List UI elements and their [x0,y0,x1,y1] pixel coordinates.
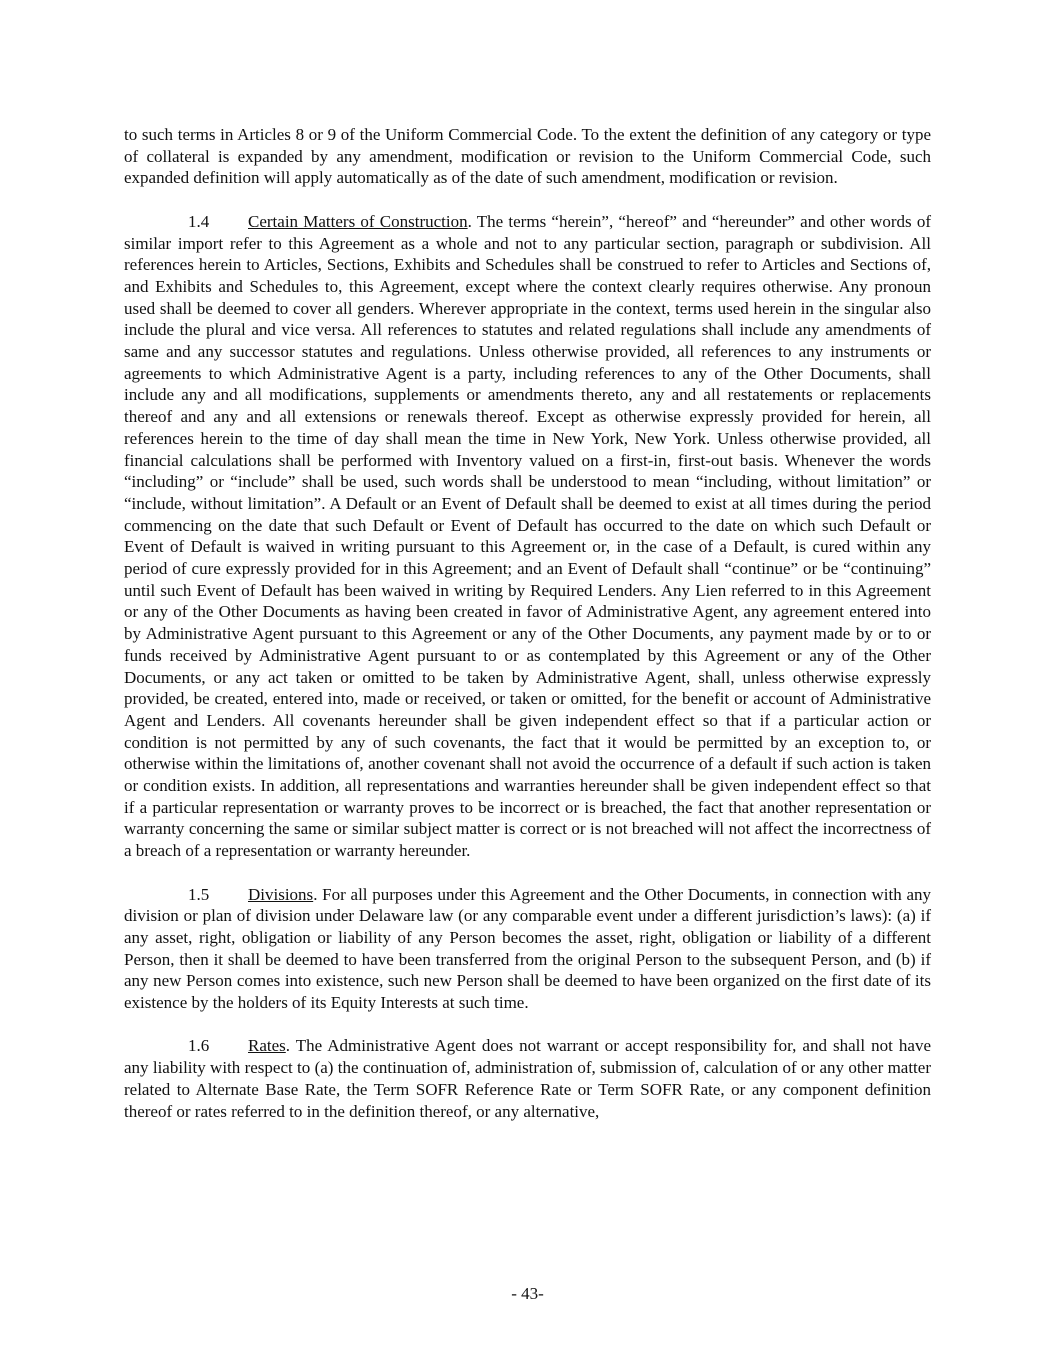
section-number: 1.6 [188,1036,210,1056]
section-heading: Divisions [248,884,314,904]
document-page [124,124,931,1144]
section-body: . For all purposes under this Agreement and the Other Documents, in connection with any division or plan of division under Delaware law (or any comparable event under a different jurisdiction’s laws): (a) if any asset, right, obligation or liability of any Person becomes the asset, right, obligation or liability of a different Person, then it shall be deemed to have been transferred from the original Person to the subsequent Person, and (b) if any new Person comes into existence, such new Person shall be deemed to have been organized on the first date of its existence by the holders of its Equity Interests at such time. [124,884,931,1013]
section-1-5 [124,884,931,1014]
section-heading: Rates [248,1036,286,1056]
page-number: - 43- [511,1284,544,1303]
section-number: 1.5 [188,884,210,904]
section-heading: Certain Matters of Construction [248,211,468,231]
section-number: 1.4 [188,211,210,231]
section-1-6 [124,1035,931,1122]
section-body: . The terms “herein”, “hereof” and “hereunder” and other words of similar import refer to this Agreement as a whole and not to any particular section, paragraph or subdivision. All references herein to Articles, Sections, Exhibits and Schedules shall be construed to refer to Articles and Sections of, and Exhibits and Schedules to, this Agreement, except where the context clearly requires otherwise. Any pronoun used shall be deemed to cover all genders. Wherever appropriate in the context, terms used herein in the singular also include the plural and vice versa. All references to statutes and related regulations shall include any amendments of same and any successor statutes and regulations. Unless otherwise provided, all references to any instruments or agreements to which Administrative Agent is a party, including references to any of the Other Documents, shall include any and all modifications, supplements or amendments thereto, any and all restatements or replacements thereof and any and all extensions or renewals thereof. Except as otherwise expressly provided for herein, all references herein to the time of day shall mean the time in New York, New York. Unless otherwise provided, all financial calculations shall be performed with Inventory valued on a first-in, first-out basis. Whenever the words “including” or “include” shall be used, such words shall be understood to mean “including, without limitation” or “include, without limitation”. A Default or an Event of Default shall be deemed to exist at all times during the period commencing on the date that such Default or Event of Default has occurred to the date on which such Default or Event of Default is waived in writing pursuant to this Agreement or, in the case of a Default, is cured within any period of cure expressly provided for in this Agreement; and an Event of Default shall “continue” or be “continuing” until such Event of Default has been waived in writing by Required Lenders. Any Lien referred to in this Agreement or any of the Other Documents as having been created in favor of Administrative Agent, any agreement entered into by Administrative Agent pursuant to this Agreement or any of the Other Documents, any payment made by or to or funds received by Administrative Agent pursuant to or as contemplated by this Agreement or any of the Other Documents, or any act taken or omitted to be taken by Administrative Agent, shall, unless otherwise expressly provided, be created, entered into, made or received, or taken or omitted, for the benefit or account of Administrative Agent and Lenders. All covenants hereunder shall be given independent effect so that if a particular action or condition is not permitted by any of such covenants, the fact that it would be permitted by an exception to, or otherwise within the limitations of, another covenant shall not avoid the occurrence of a default if such action is taken or condition exists. In addition, all representations and warranties hereunder shall be given independent effect so that if a particular representation or warranty proves to be incorrect or is breached, the fact that another representation or warranty concerning the same or similar subject matter is correct or is not breached will not affect the incorrectness of a breach of a representation or warranty hereunder. [124,211,931,861]
section-1-4 [124,211,931,862]
intro-text: to such terms in Articles 8 or 9 of the Uniform Commercial Code. To the extent the definition of any category or type of collateral is expanded by any amendment, modification or revision to the Uniform Commercial Code, such expanded definition will apply automatically as of the date of such amendment, modification or revision. [124,125,931,188]
intro-paragraph [124,124,931,189]
section-body: . The Administrative Agent does not warrant or accept responsibility for, and shall not have any liability with respect to (a) the continuation of, administration of, submission of, calculation of or any other matter related to Alternate Base Rate, the Term SOFR Reference Rate or Term SOFR Rate, or any component definition thereof or rates referred to in the definition thereof, or any alternative, [124,1036,931,1121]
